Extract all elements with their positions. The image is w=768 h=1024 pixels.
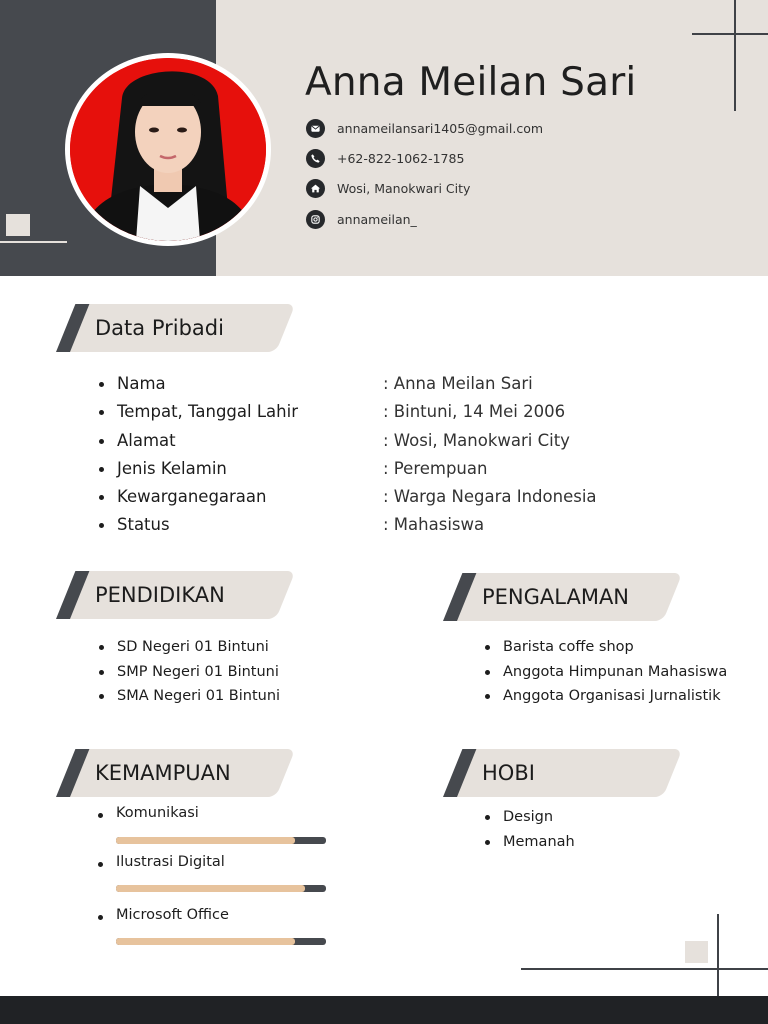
list-item: Tempat, Tanggal Lahir [97,398,298,426]
list-item: SMA Negeri 01 Bintuni [97,684,280,709]
list-item: Barista coffe shop [483,635,727,660]
experience-list [483,635,727,709]
contact-phone: +62-822-1062-1785 [306,149,464,168]
list-item: Alamat [97,427,298,455]
section-header-data-pribadi: Data Pribadi [56,304,296,352]
list-item: Anggota Himpunan Mahasiswa [483,660,727,685]
list-item: SD Negeri 01 Bintuni [97,635,280,660]
decor-line [0,241,67,243]
info-value: : Anna Meilan Sari [383,374,533,393]
skill-bar-fill [116,938,295,945]
mail-icon [306,119,325,138]
skill-microsoft-office: Microsoft Office [96,907,229,923]
list-item: Design [483,805,575,830]
home-icon [306,179,325,198]
list-item: Kewarganegaraan [97,483,298,511]
info-value: : Wosi, Manokwari City [383,430,570,450]
list-item: Anggota Organisasi Jurnalistik [483,684,727,709]
skill-ilustrasi-digital: Ilustrasi Digital [96,854,225,870]
list-item: SMP Negeri 01 Bintuni [97,660,280,685]
contact-address: Wosi, Manokwari City [306,179,470,198]
info-value: : Bintuni, 14 Mei 2006 [383,402,566,422]
decor-square-bottom [685,941,708,963]
list-item: Jenis Kelamin [97,455,298,483]
decor-line-bottom [521,968,768,970]
list-item: Nama [97,370,298,398]
skill-bar-fill [116,885,305,892]
decor-cross-horizontal [692,33,768,35]
phone-icon [306,149,325,168]
skill-bar [116,938,326,945]
skill-bar [116,837,326,844]
skill-bar-fill [116,837,295,844]
person-name: Anna Meilan Sari [305,60,637,105]
profile-photo [65,53,271,246]
info-value: : Mahasiswa [383,515,485,535]
section-header-pengalaman: PENGALAMAN [443,573,683,621]
section-header-pendidikan: PENDIDIKAN [56,571,296,619]
instagram-icon [306,210,325,229]
section-header-kemampuan: KEMAMPUAN [56,749,296,797]
section-header-hobi: HOBI [443,749,683,797]
decor-cross-vertical [734,0,736,111]
list-item: Memanah [483,830,575,855]
header-beige-panel [216,0,768,276]
contact-instagram: annameilan_ [306,210,417,229]
info-value: : Warga Negara Indonesia [383,487,597,507]
skill-komunikasi: Komunikasi [96,805,199,821]
hobby-list [483,805,575,854]
info-value: : Perempuan [383,458,488,478]
decor-square [6,214,30,236]
list-item: Status [97,511,298,539]
skill-bar [116,885,326,892]
footer-bar [0,996,768,1024]
personal-info-values [383,370,597,540]
personal-info-labels [97,370,298,540]
education-list [97,635,280,709]
contact-email: annameilansari1405@gmail.com [306,119,543,138]
